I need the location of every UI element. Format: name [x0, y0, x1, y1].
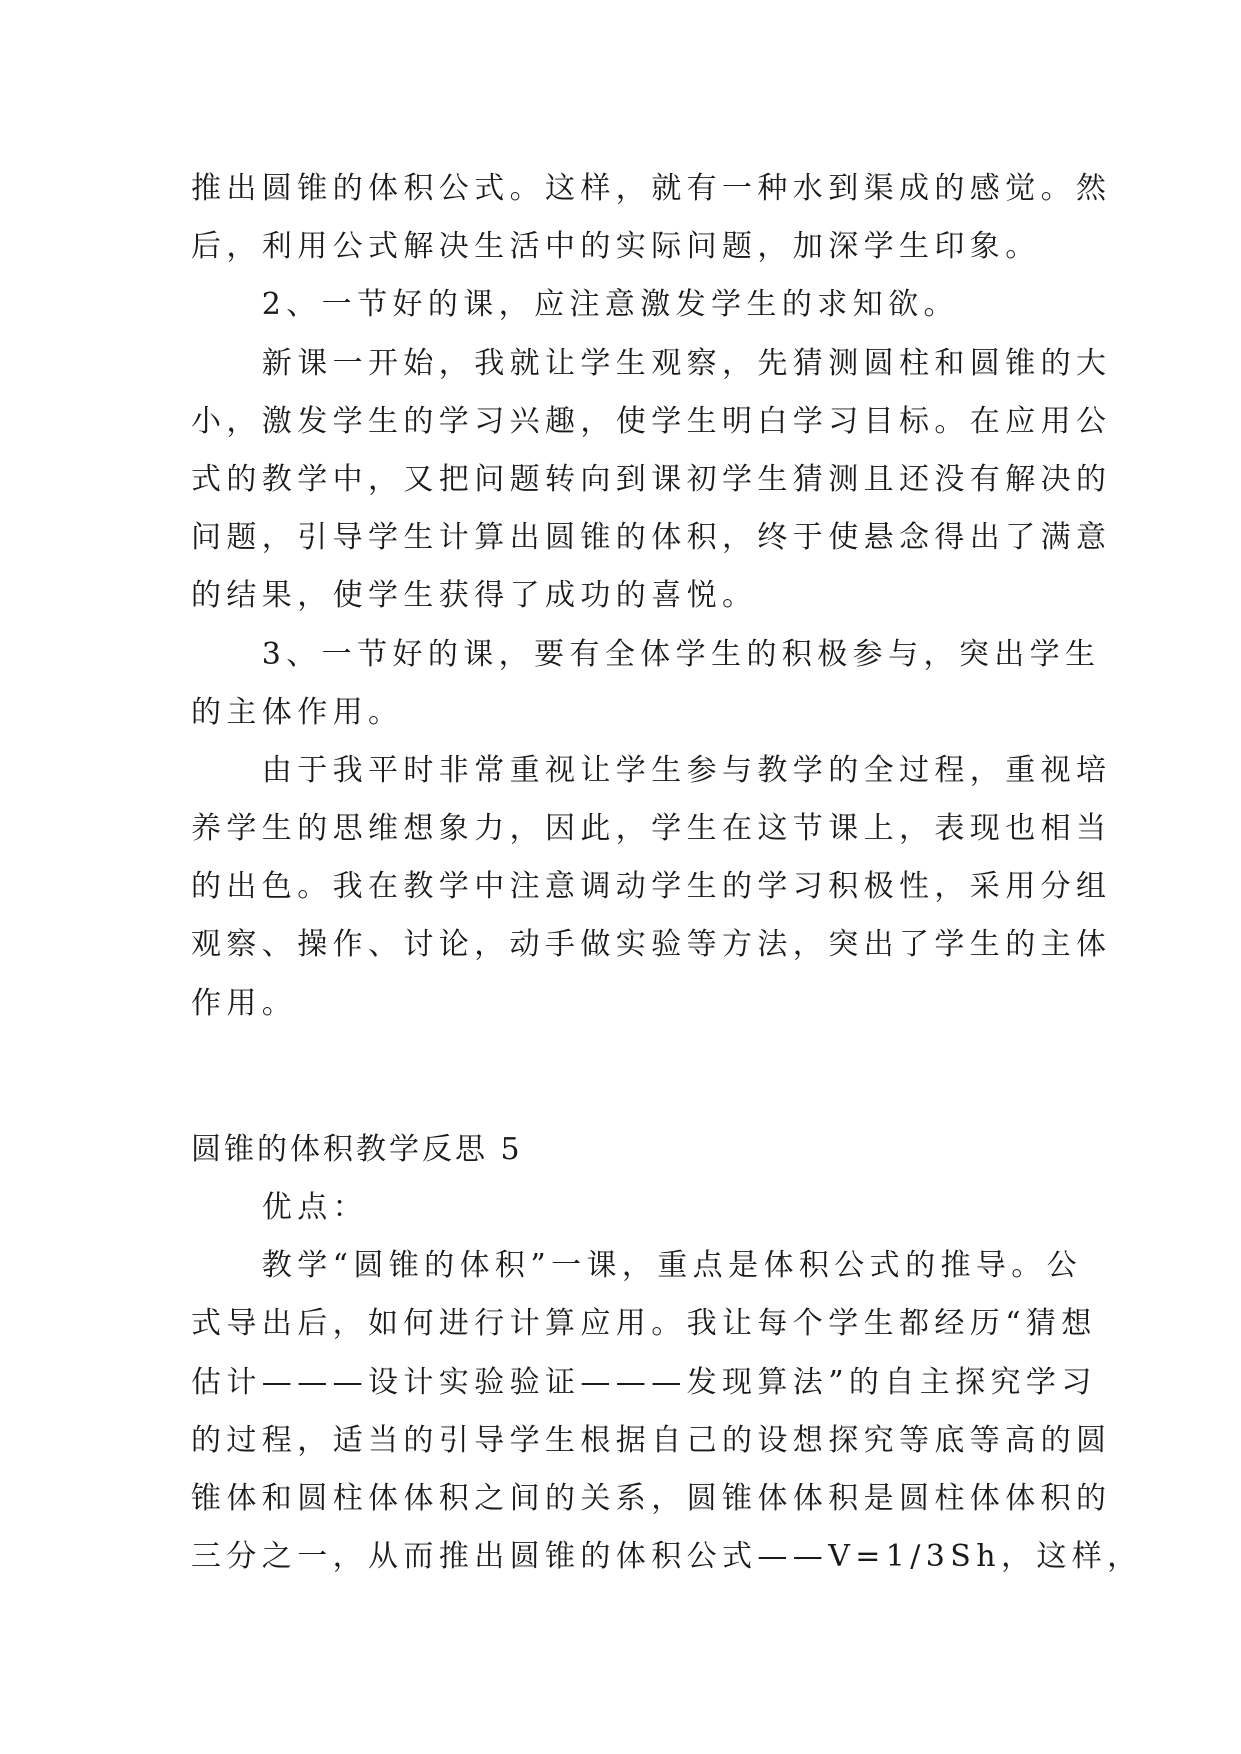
paragraph-line: 后，利用公式解决生活中的实际问题，加深学生印象。	[191, 229, 1041, 265]
paragraph-line: 新课一开始，我就让学生观察，先猜测圆柱和圆锥的大	[191, 345, 1112, 381]
section-heading: 圆锥的体积教学反思 5	[191, 1131, 523, 1167]
paragraph-line: 三分之一，从而推出圆锥的体积公式——V=1/3Sh，这样，	[191, 1539, 1143, 1575]
paragraph-line: 估计———设计实验验证———发现算法”的自主探究学习	[191, 1364, 1097, 1400]
section-gap	[191, 1033, 1059, 1121]
paragraph-line: 的结果，使学生获得了成功的喜悦。	[191, 578, 758, 614]
paragraph-line: 观察、操作、讨论，动手做实验等方法，突出了学生的主体	[191, 927, 1112, 963]
paragraph-line: 式导出后，如何进行计算应用。我让每个学生都经历“猜想	[191, 1306, 1097, 1342]
paragraph-line: 小，激发学生的学习兴趣，使学生明白学习目标。在应用公	[191, 403, 1112, 439]
paragraph-line: 养学生的思维想象力，因此，学生在这节课上，表现也相当	[191, 811, 1112, 847]
document-page	[191, 160, 1143, 1586]
paragraph-line: 优点：	[191, 1190, 368, 1225]
paragraph-line: 的出色。我在教学中注意调动学生的学习积极性，采用分组	[191, 869, 1112, 905]
paragraph-line: 的主体作用。	[191, 694, 404, 730]
paragraph-line: 教学“圆锥的体积”一课，重点是体积公式的推导。公	[191, 1248, 1083, 1284]
paragraph-line: 的过程，适当的引导学生根据自己的设想探究等底等高的圆	[191, 1422, 1112, 1458]
paragraph-line: 由于我平时非常重视让学生参与教学的全过程，重视培	[191, 752, 1112, 788]
paragraph-line: 锥体和圆柱体体积之间的关系，圆锥体体积是圆柱体体积的	[191, 1480, 1112, 1516]
paragraph-line: 3、一节好的课，要有全体学生的积极参与，突出学生	[191, 636, 1101, 672]
paragraph-line: 2、一节好的课，应注意激发学生的求知欲。	[191, 287, 959, 323]
paragraph-line: 推出圆锥的体积公式。这样，就有一种水到渠成的感觉。然	[191, 171, 1112, 206]
paragraph-line: 作用。	[191, 985, 298, 1021]
paragraph-line: 问题，引导学生计算出圆锥的体积，终于使悬念得出了满意	[191, 520, 1112, 556]
paragraph-line: 式的教学中，又把问题转向到课初学生猜测且还没有解决的	[191, 461, 1112, 497]
